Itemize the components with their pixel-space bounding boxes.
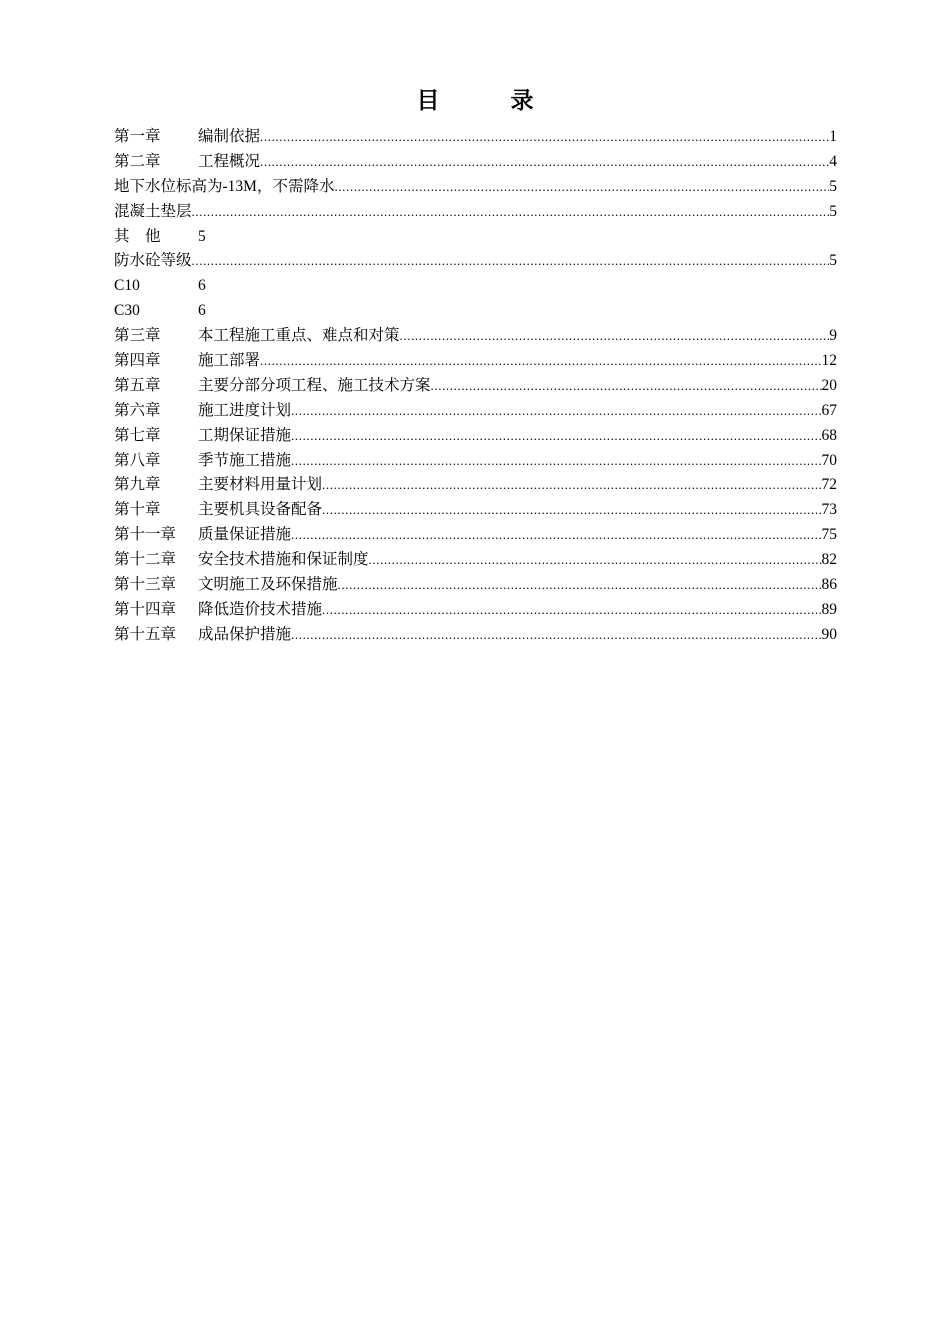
toc-dot-leader: [260, 150, 829, 175]
toc-entry[interactable]: [114, 175, 837, 200]
toc-page-number: 5: [198, 227, 206, 245]
toc-entry[interactable]: [114, 349, 837, 374]
toc-entry[interactable]: [114, 125, 837, 150]
toc-page-number: 1: [829, 128, 837, 145]
toc-list: [114, 125, 837, 648]
toc-page-number: 67: [821, 401, 837, 419]
toc-entry-title: 混凝土垫层: [114, 202, 192, 220]
toc-entry[interactable]: [114, 424, 837, 449]
toc-dot-leader: [192, 200, 830, 225]
toc-entry[interactable]: [114, 498, 837, 523]
toc-entry[interactable]: [114, 573, 837, 598]
toc-entry-title: 施工进度计划: [198, 401, 292, 419]
toc-page-number: 73: [821, 501, 837, 519]
toc-entry-title: 防水砼等级: [114, 252, 192, 270]
toc-entry[interactable]: [114, 200, 837, 225]
toc-entry-title: 成品保护措施: [198, 625, 292, 643]
toc-chapter-label: 第六章: [114, 401, 161, 419]
toc-entry[interactable]: [114, 374, 837, 399]
toc-entry-title: 降低造价技术措施: [198, 600, 323, 618]
toc-page-number: 70: [821, 451, 837, 469]
toc-chapter-label: 第十三章: [114, 576, 177, 594]
toc-entry-title: 本工程施工重点、难点和对策: [198, 327, 400, 345]
toc-page-number: 90: [821, 625, 837, 643]
toc-page-number: 86: [821, 576, 837, 594]
toc-dot-leader: [400, 324, 830, 349]
toc-page-number: 68: [821, 426, 837, 444]
toc-entry-title: 地下水位标高为-13M，不需降水: [114, 177, 335, 195]
toc-entry[interactable]: [114, 150, 837, 175]
toc-entry[interactable]: [114, 299, 837, 324]
toc-chapter-label: 第四章: [114, 352, 161, 370]
toc-entry[interactable]: [114, 623, 837, 648]
toc-entry-title: 编制依据: [198, 128, 261, 145]
toc-dot-leader: [322, 598, 821, 623]
toc-chapter-label: C10: [114, 277, 140, 295]
toc-entry[interactable]: [114, 598, 837, 623]
toc-page-number: 9: [829, 327, 837, 345]
toc-entry[interactable]: [114, 523, 837, 548]
toc-dot-leader: [431, 374, 822, 399]
toc-page-number: 12: [821, 352, 837, 370]
toc-chapter-label: 第十四章: [114, 600, 177, 618]
toc-chapter-label: 第十二章: [114, 551, 177, 569]
toc-dot-leader: [291, 623, 821, 648]
toc-entry[interactable]: [114, 274, 837, 299]
toc-entry[interactable]: [114, 449, 837, 474]
toc-entry-title: 工期保证措施: [198, 426, 292, 444]
toc-entry-title: 安全技术措施和保证制度: [198, 551, 369, 569]
toc-page-number: 5: [829, 202, 837, 220]
toc-dot-leader: [260, 125, 829, 150]
toc-entry[interactable]: [114, 548, 837, 573]
toc-dot-leader: [338, 573, 822, 598]
toc-page-number: 5: [829, 177, 837, 195]
toc-dot-leader: [322, 498, 821, 523]
toc-entry[interactable]: [114, 249, 837, 274]
toc-entry-title: 主要材料用量计划: [198, 476, 323, 494]
toc-chapter-label: 第七章: [114, 426, 161, 444]
toc-chapter-label: 第五章: [114, 376, 161, 394]
toc-chapter-label: 其 他: [114, 227, 161, 245]
toc-page-number: 5: [829, 252, 837, 270]
toc-page-number: 20: [821, 376, 837, 394]
toc-entry-title: 文明施工及环保措施: [198, 576, 338, 594]
toc-entry-title: 主要分部分项工程、施工技术方案: [198, 376, 431, 394]
toc-chapter-label: 第三章: [114, 327, 161, 345]
toc-chapter-label: 第九章: [114, 476, 161, 494]
toc-chapter-label: 第二章: [114, 152, 161, 170]
toc-dot-leader: [291, 523, 821, 548]
toc-dot-leader: [369, 548, 822, 573]
toc-entry-title: 施工部署: [198, 352, 261, 370]
toc-entry[interactable]: [114, 225, 837, 250]
toc-entry-title: 季节施工措施: [198, 451, 292, 469]
toc-page-number: 6: [198, 302, 206, 320]
toc-entry-title: 主要机具设备配备: [198, 501, 323, 519]
toc-dot-leader: [322, 473, 821, 498]
toc-entry[interactable]: [114, 473, 837, 498]
toc-page-number: 89: [821, 600, 837, 618]
toc-entry-title: 工程概况: [198, 152, 261, 170]
toc-chapter-label: 第十一章: [114, 526, 177, 544]
toc-chapter-label: 第十五章: [114, 625, 177, 643]
toc-page-number: 6: [198, 277, 206, 295]
toc-page-number: 4: [829, 152, 837, 170]
toc-dot-leader: [192, 249, 830, 274]
toc-dot-leader: [260, 349, 821, 374]
toc-entry-title: 质量保证措施: [198, 526, 292, 544]
toc-chapter-label: 第十章: [114, 501, 161, 519]
toc-chapter-label: 第八章: [114, 451, 161, 469]
toc-entry[interactable]: [114, 324, 837, 349]
toc-dot-leader: [291, 424, 821, 449]
toc-page-number: 75: [821, 526, 837, 544]
toc-entry[interactable]: [114, 399, 837, 424]
toc-chapter-label: 第一章: [114, 128, 161, 145]
toc-chapter-label: C30: [114, 302, 140, 320]
toc-page-number: 82: [821, 551, 837, 569]
toc-title: 目 录: [416, 88, 558, 113]
toc-dot-leader: [291, 449, 821, 474]
toc-dot-leader: [291, 399, 821, 424]
toc-dot-leader: [334, 175, 829, 200]
toc-page-number: 72: [821, 476, 837, 494]
